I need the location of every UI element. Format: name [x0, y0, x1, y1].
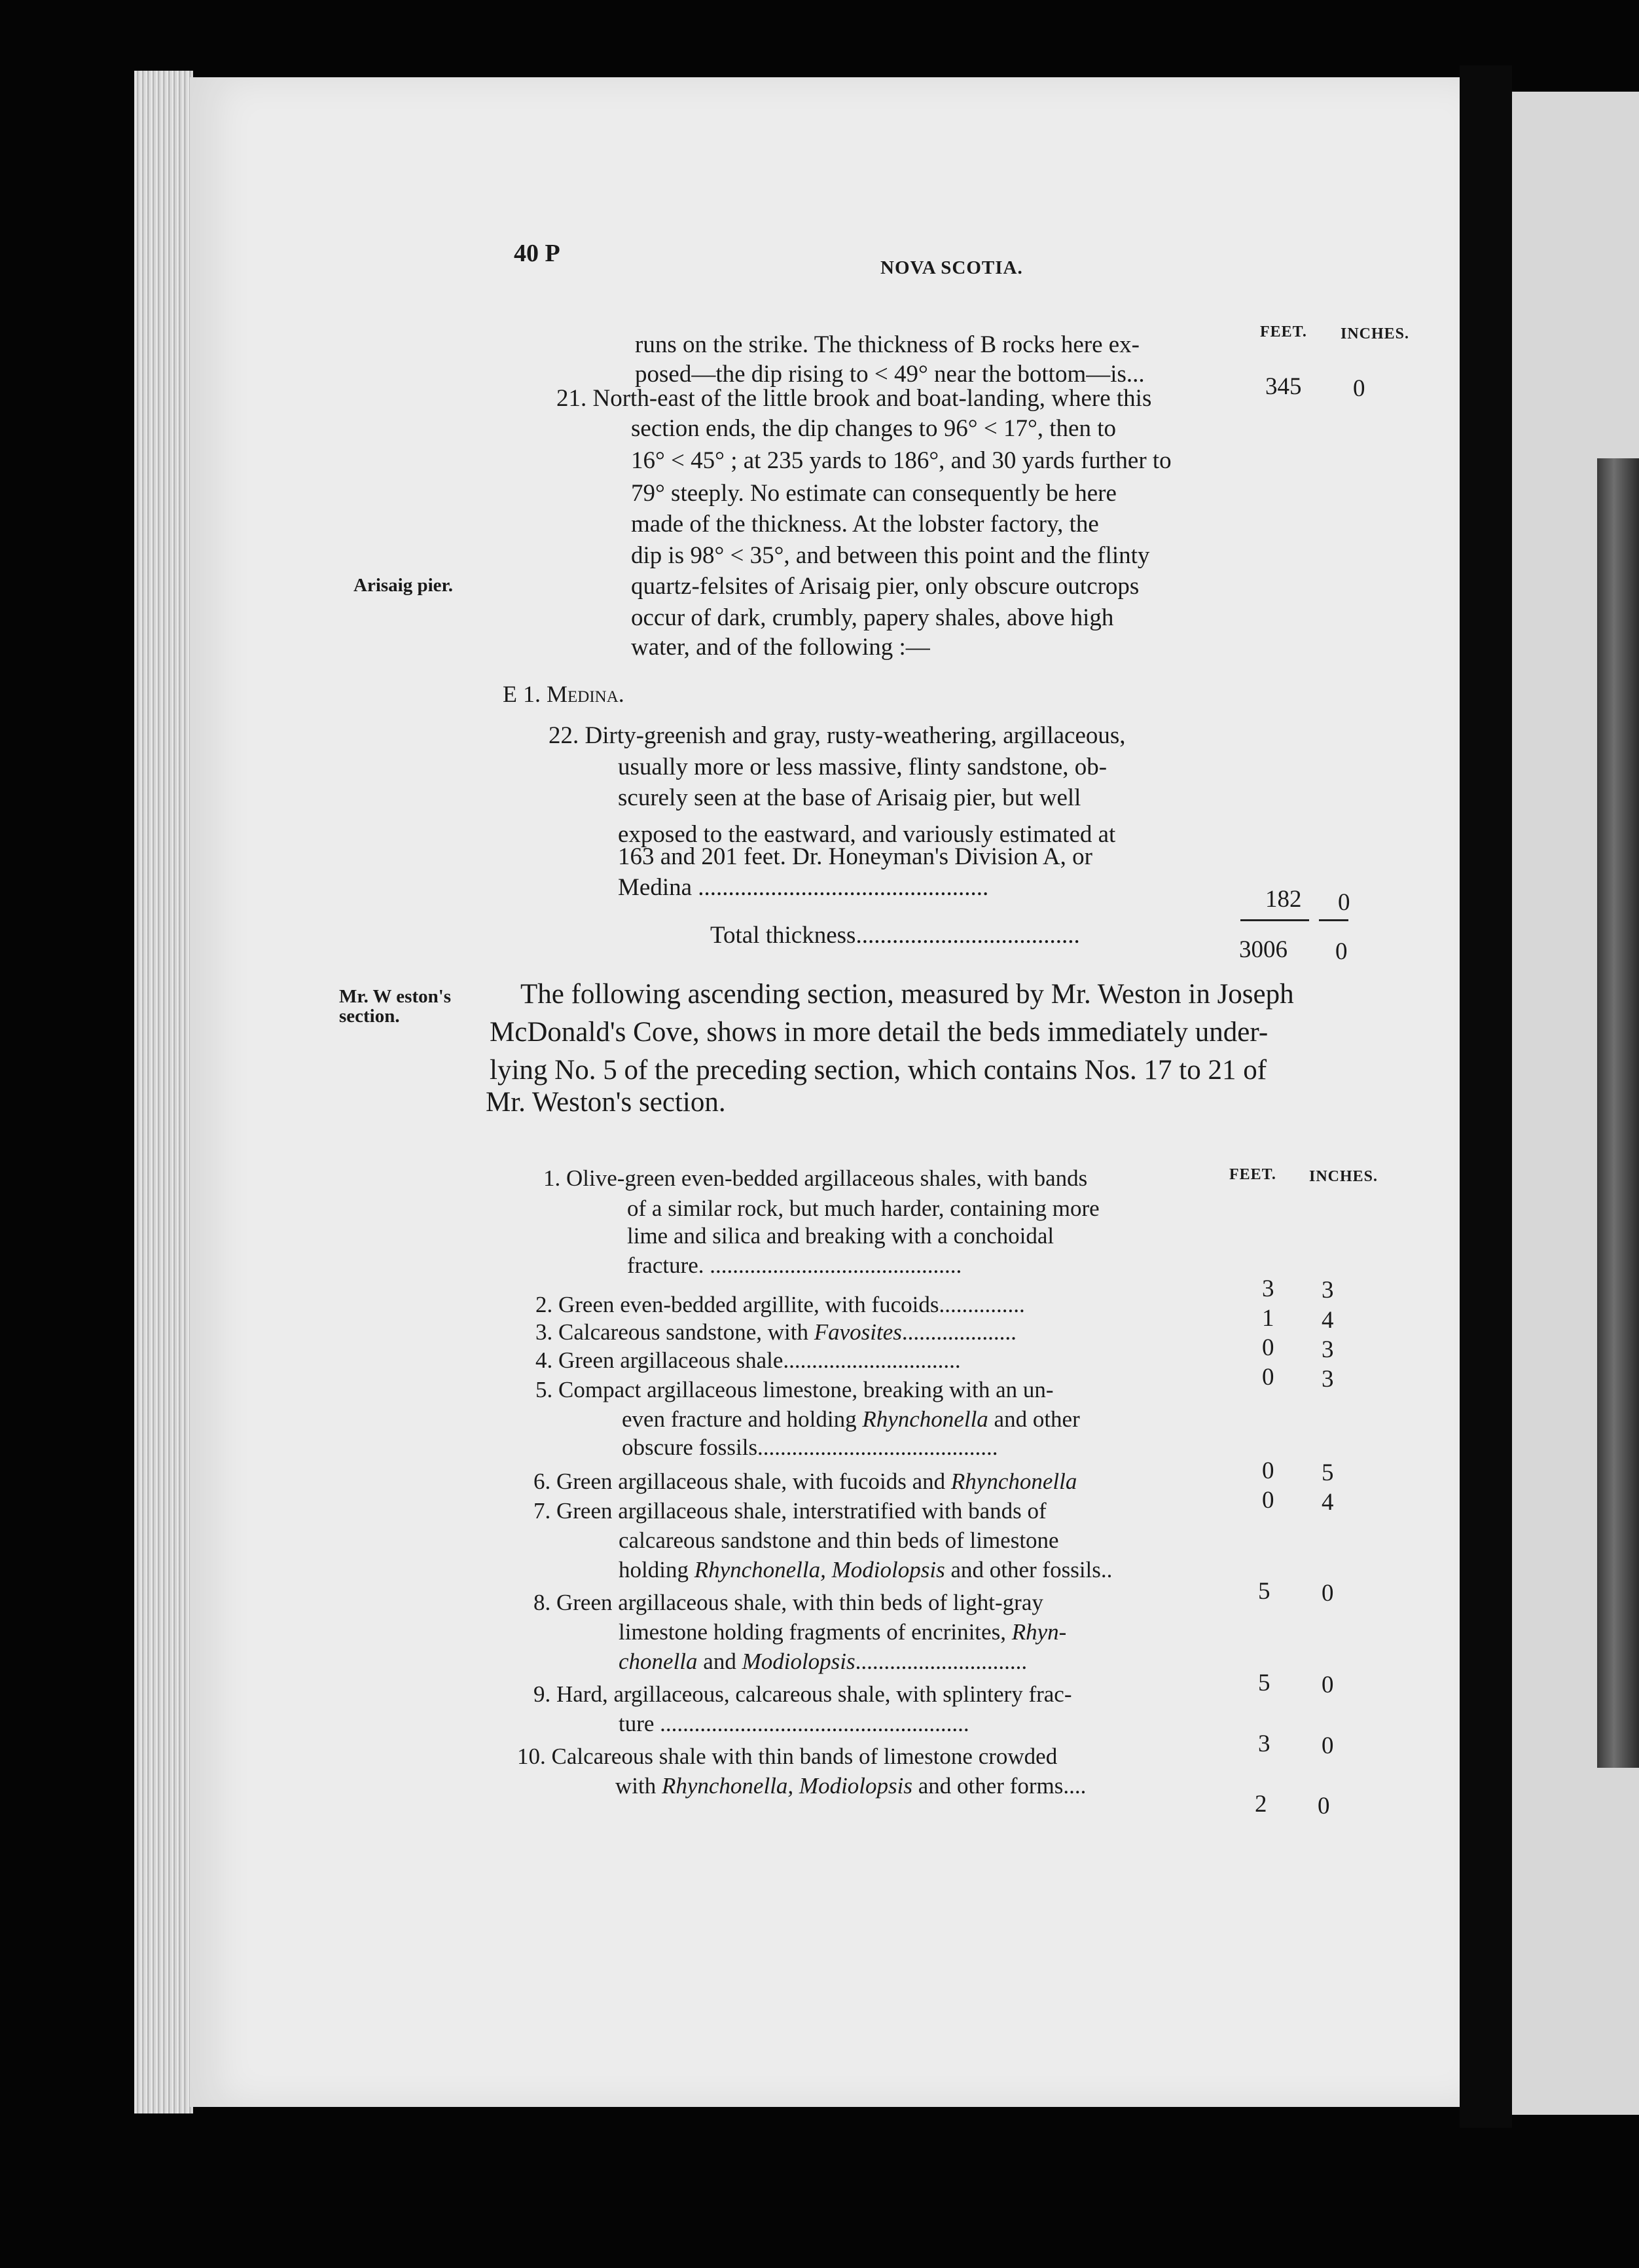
feet-value: 5: [1258, 1578, 1270, 1605]
inches-value: 3: [1322, 1336, 1334, 1363]
text-line: 5. Compact argillaceous limestone, breaking with an un-: [535, 1377, 1054, 1402]
text-line: posed—the dip rising to < 49° near the bottom—is...: [635, 361, 1145, 388]
text-line: lime and silica and breaking with a conchoidal: [627, 1223, 1054, 1249]
feet-value: 3: [1262, 1275, 1274, 1302]
inches-value: 0: [1338, 889, 1350, 916]
feet-column-header: FEET.: [1229, 1166, 1276, 1183]
inches-value: 0: [1322, 1672, 1334, 1698]
text-line: 163 and 201 feet. Dr. Honeyman's Division A, or: [618, 843, 1092, 870]
sum-rule: [1240, 919, 1309, 921]
text-line: 21. North-east of the little brook and boat-landing, where this: [556, 385, 1152, 412]
inches-value: 0: [1318, 1793, 1330, 1820]
text-line: 6. Green argillaceous shale, with fucoids and Rhynchonella: [533, 1469, 1077, 1494]
text-line: chonella and Modiolopsis..............................: [619, 1649, 1028, 1674]
text-line: quartz-felsites of Arisaig pier, only obscure outcrops: [631, 573, 1140, 600]
text-line: 16° < 45° ; at 235 yards to 186°, and 30 yards further to: [631, 447, 1172, 474]
feet-value: 2: [1255, 1791, 1267, 1818]
margin-note-arisaig-pier: Arisaig pier.: [353, 575, 453, 596]
text-line: 4. Green argillaceous shale...............................: [535, 1347, 961, 1373]
text-line: holding Rhynchonella, Modiolopsis and other fossils..: [619, 1557, 1113, 1582]
feet-value: 0: [1262, 1487, 1274, 1514]
text-line: occur of dark, crumbly, papery shales, above high: [631, 604, 1114, 631]
text-line: obscure fossils..........................................: [622, 1435, 998, 1460]
page-number: 40 P: [514, 240, 560, 267]
facing-page-plate: [1597, 458, 1639, 1768]
text-line: 8. Green argillaceous shale, with thin beds of light-gray: [533, 1590, 1043, 1615]
inches-value: 0: [1322, 1580, 1334, 1607]
text-line: section ends, the dip changes to 96° < 17°, then to: [631, 415, 1116, 442]
feet-value: 5: [1258, 1670, 1270, 1696]
running-title: NOVA SCOTIA.: [880, 257, 1023, 278]
text-line: 2. Green even-bedded argillite, with fucoids...............: [535, 1292, 1025, 1317]
text-line: 9. Hard, argillaceous, calcareous shale, with splintery frac-: [533, 1681, 1072, 1707]
inches-value: 3: [1322, 1366, 1334, 1393]
feet-value: 1: [1262, 1305, 1274, 1332]
margin-note-weston-section: section.: [339, 1006, 400, 1027]
paragraph-line: The following ascending section, measured by Mr. Weston in Joseph: [520, 979, 1294, 1010]
text-line: 79° steeply. No estimate can consequently be here: [631, 480, 1117, 507]
inches-value: 3: [1322, 1277, 1334, 1304]
text-line: calcareous sandstone and thin beds of limestone: [619, 1527, 1059, 1553]
paragraph-line: Mr. Weston's section.: [486, 1087, 726, 1118]
text-line: 10. Calcareous shale with thin bands of limestone crowded: [517, 1744, 1058, 1769]
inches-total: 0: [1335, 938, 1348, 965]
text-line: fracture. ............................................: [627, 1253, 962, 1278]
feet-total: 3006: [1239, 936, 1288, 963]
paragraph-line: lying No. 5 of the preceding section, which contains Nos. 17 to 21 of: [490, 1055, 1267, 1086]
text-line: 3. Calcareous sandstone, with Favosites....................: [535, 1319, 1017, 1345]
text-line: 1. Olive-green even-bedded argillaceous shales, with bands: [543, 1165, 1088, 1191]
text-line: scurely seen at the base of Arisaig pier, but well: [618, 784, 1081, 811]
inches-value: 0: [1322, 1732, 1334, 1759]
text-line: ture ......................................................: [619, 1711, 969, 1736]
inches-column-header: INCHES.: [1309, 1168, 1378, 1185]
total-thickness-label: Total thickness.....................................: [710, 922, 1080, 949]
book-page-edges: [134, 71, 193, 2113]
feet-value: 0: [1262, 1334, 1274, 1361]
text-line: dip is 98° < 35°, and between this point and the flinty: [631, 542, 1150, 569]
text-line: 22. Dirty-greenish and gray, rusty-weathering, argillaceous,: [549, 722, 1126, 749]
inches-value: 0: [1353, 375, 1365, 402]
text-line: exposed to the eastward, and variously estimated at: [618, 821, 1116, 848]
inches-value: 4: [1322, 1489, 1334, 1516]
section-heading: E 1. Medina.: [503, 681, 624, 707]
text-line: runs on the strike. The thickness of B rocks here ex-: [635, 331, 1140, 358]
feet-value: 0: [1262, 1364, 1274, 1391]
text-line: even fracture and holding Rhynchonella and other: [622, 1406, 1080, 1432]
inches-column-header: INCHES.: [1341, 325, 1410, 342]
text-line: limestone holding fragments of encrinites, Rhyn-: [619, 1619, 1067, 1645]
sum-rule: [1319, 919, 1348, 921]
text-line: water, and of the following :—: [631, 634, 930, 661]
text-line: with Rhynchonella, Modiolopsis and other forms....: [615, 1773, 1087, 1799]
text-line: 7. Green argillaceous shale, interstratified with bands of: [533, 1498, 1047, 1524]
text-line: made of the thickness. At the lobster factory, the: [631, 511, 1099, 538]
margin-note-weston-section: Mr. W eston's: [339, 986, 452, 1007]
text-line: of a similar rock, but much harder, containing more: [627, 1196, 1100, 1221]
inches-value: 4: [1322, 1307, 1334, 1334]
text-line: usually more or less massive, flinty sandstone, ob-: [618, 754, 1108, 780]
feet-value: 3: [1258, 1730, 1270, 1757]
feet-value: 0: [1262, 1457, 1274, 1484]
feet-value: 182: [1265, 886, 1302, 913]
book-gutter-shadow: [1460, 65, 1512, 2128]
inches-value: 5: [1322, 1459, 1334, 1486]
text-line: Medina ................................................: [618, 874, 989, 901]
feet-value: 345: [1265, 373, 1302, 400]
feet-column-header: FEET.: [1260, 323, 1307, 340]
paragraph-line: McDonald's Cove, shows in more detail the beds immediately under-: [490, 1017, 1269, 1048]
